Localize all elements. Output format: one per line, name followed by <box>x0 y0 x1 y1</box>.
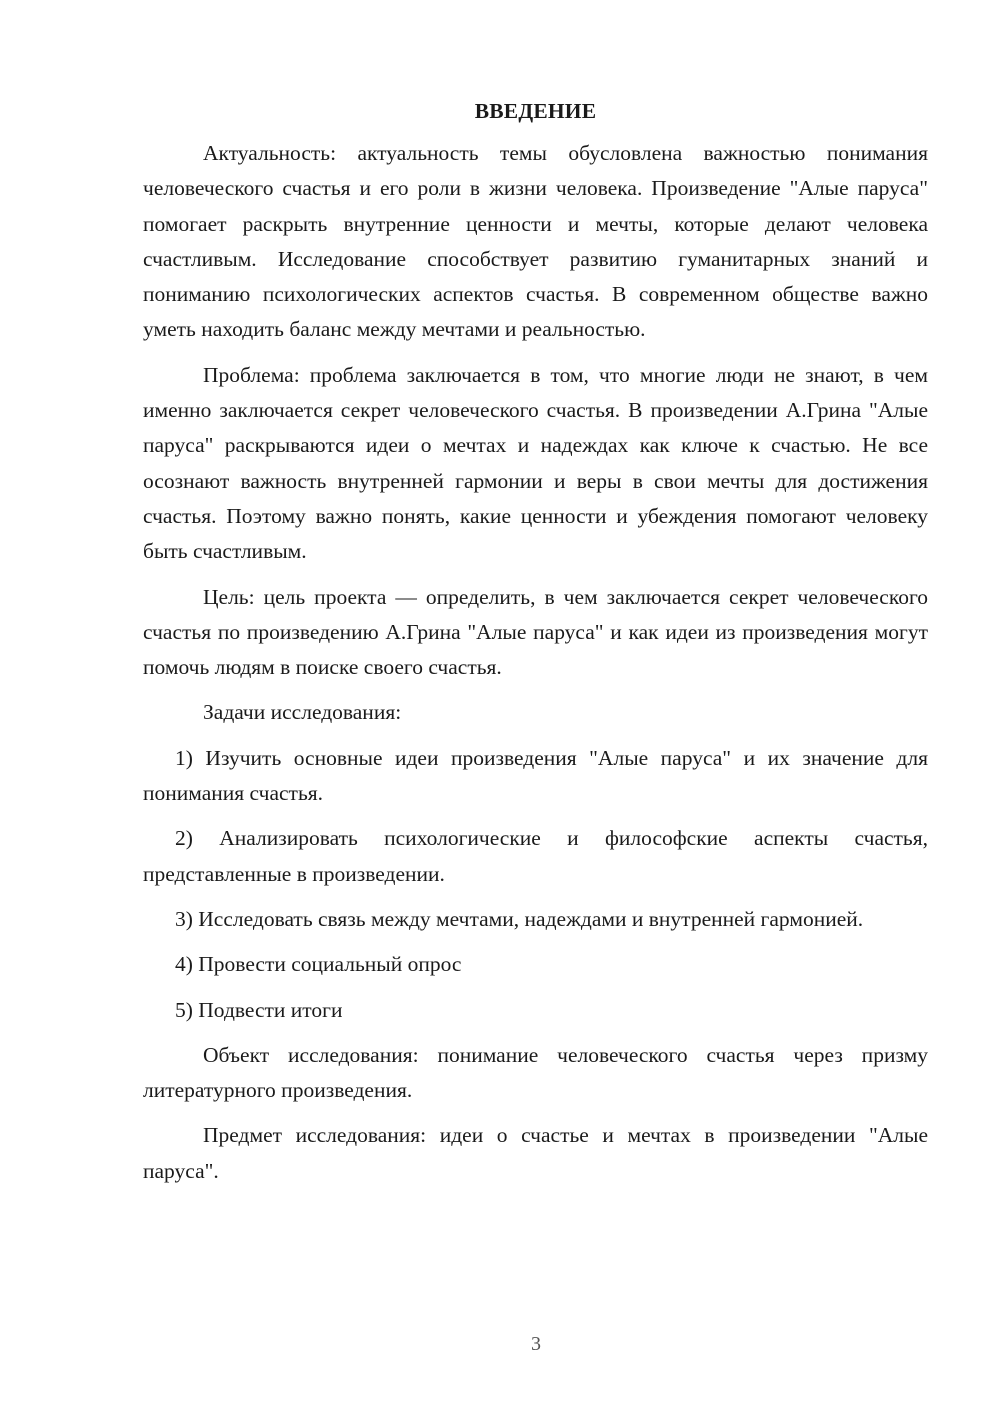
paragraph-object: Объект исследования: понимание человеческого счастья через призму литературного произведения. <box>143 1042 928 1103</box>
paragraph-goal: Цель: цель проекта — определить, в чем заключается секрет человеческого счастья по произведению А.Грина "Алые паруса" и как идеи из произведения могут помочь людям в поиске своего счастья. <box>143 584 928 680</box>
page-title: ВВЕДЕНИЕ <box>474 99 597 123</box>
task-item-1: 1) Изучить основные идеи произведения "Алые паруса" и их значение для понимания счастья. <box>143 745 928 806</box>
paragraph-relevance: Актуальность: актуальность темы обусловлена важностью понимания человеческого счастья и его роли в жизни человека. Произведение "Алые паруса" помогает раскрыть внутренние ценности и мечты, которые делают человека счастливым. Исследование способствует развитию гуманитарных знаний и пониманию психологических аспектов счастья. В современном обществе важно уметь находить баланс между мечтами и реальностью. <box>143 141 928 342</box>
task-item-3: 3) Исследовать связь между мечтами, надеждами и внутренней гармонией. <box>175 906 864 931</box>
page-content <box>143 96 928 1199</box>
tasks-heading: Задачи исследования: <box>203 700 402 725</box>
paragraph-problem: Проблема: проблема заключается в том, что многие люди не знают, в чем именно заключается секрет человеческого счастья. В произведении А.Грина "Алые паруса" раскрываются идеи о мечтах и надеждах как ключе к счастью. Не все осознают важность внутренней гармонии и веры в свои мечты для достижения счастья. Поэтому важно понять, какие ценности и убеждения помогают человеку быть счастливым. <box>143 362 928 564</box>
paragraph-subject: Предмет исследования: идеи о счастье и мечтах в произведении "Алые паруса". <box>143 1123 928 1183</box>
task-item-5: 5) Подвести итоги <box>175 997 343 1022</box>
page-number: 3 <box>531 1333 541 1355</box>
task-item-2: 2) Анализировать психологические и философские аспекты счастья, представленные в произведении. <box>143 826 928 886</box>
task-item-4: 4) Провести социальный опрос <box>175 952 462 977</box>
